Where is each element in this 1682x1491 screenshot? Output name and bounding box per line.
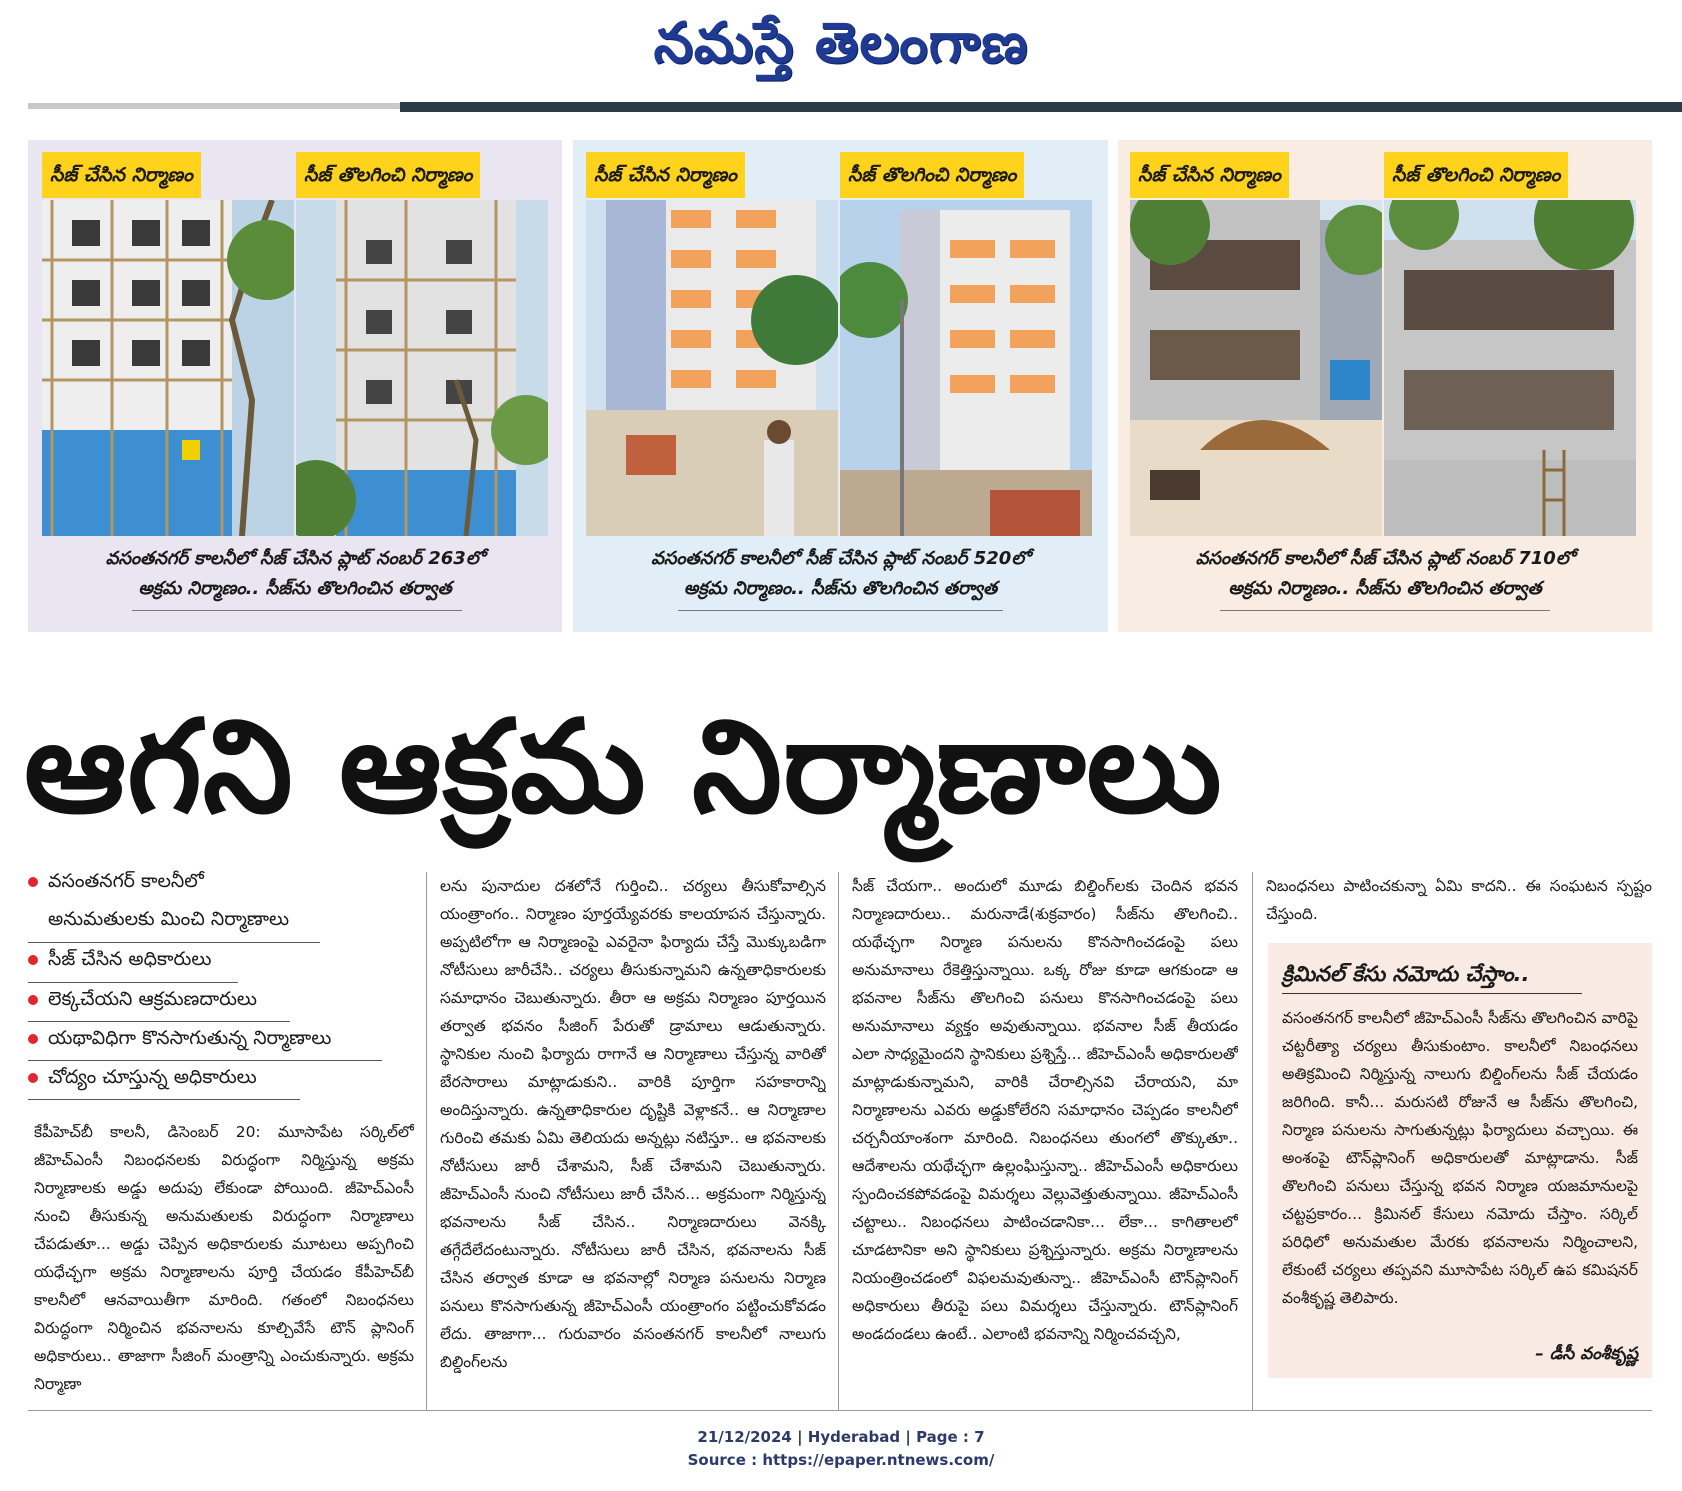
highlight-item (28, 906, 289, 932)
tag-seized-710: సీజ్ చేసిన నిర్మాణం (1130, 152, 1289, 198)
headline: ఆగని ఆక్రమ నిర్మాణాలు (24, 693, 1223, 842)
masthead-rule-thick (400, 102, 1682, 112)
photo-seized-520 (586, 200, 838, 536)
caption-263-line2: అక్రమ నిర్మాణం.. సీజ్‌ను తొలగించిన తర్వాత (138, 578, 452, 599)
article-paragraph: కేపీహెచ్‌బీ కాలనీ, డిసెంబర్ 20: మూసాపేట సర్కిల్‌లో జీహెచ్‌ఎంసీ నిబంధనలకు విరుద్ధంగా నిర్మిస్తున్న అక్రమ నిర్మాణాలకు అడ్డు అదుపు లేకుండా పోయింది. జీహెచ్‌ఎంసీ నుంచి తీసుకున్న అనుమతులకు విరుద్ధంగా నిర్మాణాలు చేపడుతూ... అడ్డు చెప్పిన అధికారులకు మూటలు అప్పగించి యధేచ్ఛగా అక్రమ నిర్మాణాలను పూర్తి చేయడం కేపీహెచ్‌బీ కాలనీలో ఆనవాయితీగా మారింది. గతంలో నిబంధనలు విరుద్ధంగా నిర్మించిన భవనాలను కూల్చివేసే టౌన్ ప్లానింగ్ అధికారులు.. తాజాగా సీజింగ్ మంత్రాన్ని ఎంచుకున్నారు. అక్రమ నిర్మాణా (34, 1123, 414, 1393)
photo-seized-710 (1130, 200, 1382, 536)
bullet-icon (28, 1034, 38, 1044)
article-paragraph: నిబంధనలు పాటించకున్నా ఏమి కాదని.. ఈ సంఘటన స్పష్టం చేస్తుంది. (1266, 877, 1652, 923)
tag-seized-520: సీజ్ చేసిన నిర్మాణం (586, 152, 745, 198)
sidebar-title-rule (1282, 993, 1582, 994)
masthead-logo: నమస్తే తెలంగాణ (653, 11, 1029, 76)
photo-unsealed-710 (1384, 200, 1636, 536)
bullet-icon (28, 995, 38, 1005)
column-divider (426, 872, 427, 1410)
caption-263-line1: వసంతనగర్ కాలనీలో సీజ్ చేసిన ప్లాట్ నంబర్ 263లో (105, 548, 485, 569)
highlight-text: అనుమతులకు మించి నిర్మాణాలు (48, 908, 290, 930)
footer-dateline: 21/12/2024 | Hyderabad | Page : 7 (697, 1428, 985, 1446)
highlight-text: వసంతనగర్ కాలనీలో (48, 870, 204, 892)
caption-rule-520 (678, 610, 1003, 611)
masthead-rule-thin (28, 103, 400, 109)
bullet-icon (28, 1073, 38, 1083)
tag-unsealed-710: సీజ్ తొలగించి నిర్మాణం (1384, 152, 1568, 198)
article-column-2 (440, 872, 826, 1408)
highlight-text: చోద్యం చూస్తున్న అధికారులు (48, 1066, 257, 1088)
article-paragraph: లను పునాదుల దశలోనే గుర్తించి.. చర్యలు తీసుకోవాల్సిన యంత్రాంగం.. నిర్మాణం పూర్తయ్యేవరకు కాలయాపన చేస్తున్నారు. అప్పటిలోగా ఆ నిర్మాణంపై ఎవరైనా ఫిర్యాదు చేస్తే మొక్కుబడిగా నోటీసులు జారీచేసి.. చర్యలు తీసుకున్నామని ఉన్నతాధికారులకు సమాధానం చెబుతున్నారు. తీరా ఆ అక్రమ నిర్మాణం పూర్తయిన తర్వాత భవనం సీజింగ్ పేరుతో డ్రామాలు ఆడుతున్నారు. స్థానికుల నుంచి ఫిర్యాదు రాగానే ఆ నిర్మాణాలు చేస్తున్న వారితో బేరసారాలు మాట్లాడుకుని.. వారికి పూర్తిగా సహకారాన్ని అందిస్తున్నారు. ఉన్నతాధికారుల దృష్టికి వెళ్లాకనే.. ఆ నిర్మాణాల గురించి తమకు ఏమి తెలియదు అన్నట్లు నటిస్తూ.. ఆ భవనాలకు నోటీసులు జారీ చేశామని, సీజ్ చేశామని చెబుతున్నారు. జీహెచ్‌ఎంసీ నుంచి నోటీసులు జారీ చేసిన... అక్రమంగా నిర్మిస్తున్న భవనాలను సీజ్ చేసిన.. నిర్మాణదారులు వెనక్కి తగ్గేదేలేదంటున్నారు. నోటీసులు జారీ చేసిన, భవనాలను సీజ్ చేసిన తర్వాత కూడా ఆ భవనాల్లో నిర్మాణ పనులను నిర్మాణ పనులు కొనసాగుతున్న జీహెచ్‌ఎంసీ యంత్రాంగం పట్టించుకోవడం లేదు. తాజాగా... గురువారం వసంతనగర్ కాలనీలో నాలుగు బిల్డింగ్‌లను (440, 877, 826, 1371)
sidebar-title: క్రిమినల్ కేసు నమోదు చేస్తాం.. (1282, 962, 1530, 986)
tag-unsealed-520: సీజ్ తొలగించి నిర్మాణం (840, 152, 1024, 198)
article-column-1 (34, 1118, 414, 1408)
article-paragraph: సీజ్ చేయగా.. అందులో మూడు బిల్డింగ్‌లకు చెందిన భవన నిర్మాణదారులు.. మరునాడే(శుక్రవారం) సీజ్‌ను తొలగించి.. యథేచ్ఛగా నిర్మాణ పనులను కొనసాగించడంపై పలు అనుమానాలు రేకెత్తిస్తున్నాయి. ఒక్క రోజు కూడా ఆగకుండా ఆ భవనాల సీజ్‌ను తొలగించి పనులు కొనసాగించడంపై పలు అనుమానాలు వ్యక్తం అవుతున్నాయి. భవనాల సీజ్ తీయడం ఎలా సాధ్యమైందని స్థానికులు ప్రశ్నిస్తే... జీహెచ్‌ఎంసీ అధికారులతో మాట్లాడుకున్నామని, వారికి చేరాల్సినవి చేరాయని, మా నిర్మాణాలను ఎవరు అడ్డుకోలేరని సమాధానం చెప్పడం కాలనీలో చర్చనీయాంశంగా మారింది. నిబంధనలు తుంగలో తొక్కుతూ.. ఆదేశాలను యథేచ్ఛగా ఉల్లంఘిస్తున్నా.. జీహెచ్‌ఎంసీ అధికారులు స్పందించకపోవడంపై విమర్శలు వెల్లువెత్తుతున్నాయి. జీహెచ్‌ఎంసీ చట్టాలు.. నిబంధనలు పాటించడానికా... లేకా... కాగితాలలో చూడటానికా అని స్థానికులు ప్రశ్నిస్తున్నారు. అక్రమ నిర్మాణాలను నియంత్రించడంలో విఫలమవుతున్నా.. జీహెచ్‌ఎంసీ టౌన్‌ప్లానింగ్ అధికారులు తీరుపై పలు విమర్శలు చేస్తున్నారు. టౌన్‌ప్లానింగ్ అండదండలు ఉంటే.. ఎలాంటి భవనాన్ని నిర్మించవచ్చని, (852, 877, 1238, 1343)
tag-unsealed-263: సీజ్ తొలగించి నిర్మాణం (296, 152, 480, 198)
sidebar-text: వసంతనగర్ కాలనీలో జీహెచ్‌ఎంసీ సీజ్‌ను తొలగించిన వారిపై చట్టరీత్యా చర్యలు తీసుకుంటాం. కాలనీలో నిబంధనలు అతిక్రమించి నిర్మిస్తున్న నాలుగు బిల్డింగ్‌లను సీజ్ చేయడం జరిగింది. కానీ... మరుసటి రోజునే ఆ సీజ్‌ను తొలగించి, నిర్మాణ పనులను సాగుతున్నట్లు ఫిర్యాదులు వచ్చాయి. ఈ అంశంపై టౌన్‌ప్లానింగ్ అధికారులతో మాట్లాడాను. సీజ్ తొలగించి పనులు చేస్తున్న భవన నిర్మాణ యజమానులపై చట్టప్రకారం... క్రిమినల్ కేసులు నమోదు చేస్తాం. సర్కిల్ పరిధిలో అనుమతుల మేరకు భవనాలను నిర్మించాలని, లేకుంటే చర్యలు తప్పవని మూసాపేట సర్కిల్ ఉప కమిషనర్ వంశీకృష్ణ తెలిపారు. (1282, 1009, 1638, 1307)
article-column-4 (1266, 872, 1652, 936)
caption-710-line1: వసంతనగర్ కాలనీలో సీజ్ చేసిన ప్లాట్ నంబర్ 710లో (1195, 548, 1575, 569)
photo-unsealed-520 (840, 200, 1092, 536)
highlight-item (28, 868, 204, 894)
highlight-rule (28, 982, 238, 983)
highlight-item (28, 946, 211, 972)
bullet-icon (28, 877, 38, 887)
highlight-item (28, 986, 257, 1012)
footer-rule (28, 1410, 1652, 1411)
highlight-rule (28, 1021, 290, 1022)
highlight-text: యథావిధిగా కొనసాగుతున్న నిర్మాణాలు (48, 1027, 332, 1049)
highlight-item (28, 1064, 257, 1090)
column-divider (1252, 872, 1253, 1410)
sidebar-byline: – డీసీ వంశీకృష్ణ (1535, 1344, 1638, 1364)
highlight-rule (28, 942, 320, 943)
footer-source: Source : https://epaper.ntnews.com/ (687, 1451, 995, 1469)
highlight-rule (28, 1060, 382, 1061)
highlight-rule (28, 1099, 300, 1100)
highlight-text: లెక్కచేయని ఆక్రమణదారులు (48, 988, 257, 1010)
photo-seized-263 (42, 200, 294, 536)
tag-seized-263: సీజ్ చేసిన నిర్మాణం (42, 152, 201, 198)
caption-520-line1: వసంతనగర్ కాలనీలో సీజ్ చేసిన ప్లాట్ నంబర్ 520లో (651, 548, 1030, 569)
column-divider (838, 872, 839, 1410)
article-column-3 (852, 872, 1238, 1408)
caption-rule-710 (1220, 610, 1550, 611)
caption-rule-263 (132, 610, 462, 611)
highlight-item (28, 1025, 331, 1051)
photo-unsealed-263 (296, 200, 548, 536)
caption-710-line2: అక్రమ నిర్మాణం.. సీజ్‌ను తొలగించిన తర్వాత (1228, 578, 1542, 599)
caption-520-line2: అక్రమ నిర్మాణం.. సీజ్‌ను తొలగించిన తర్వాత (683, 578, 998, 599)
highlight-text: సీజ్ చేసిన అధికారులు (48, 948, 212, 970)
bullet-icon (28, 955, 38, 965)
